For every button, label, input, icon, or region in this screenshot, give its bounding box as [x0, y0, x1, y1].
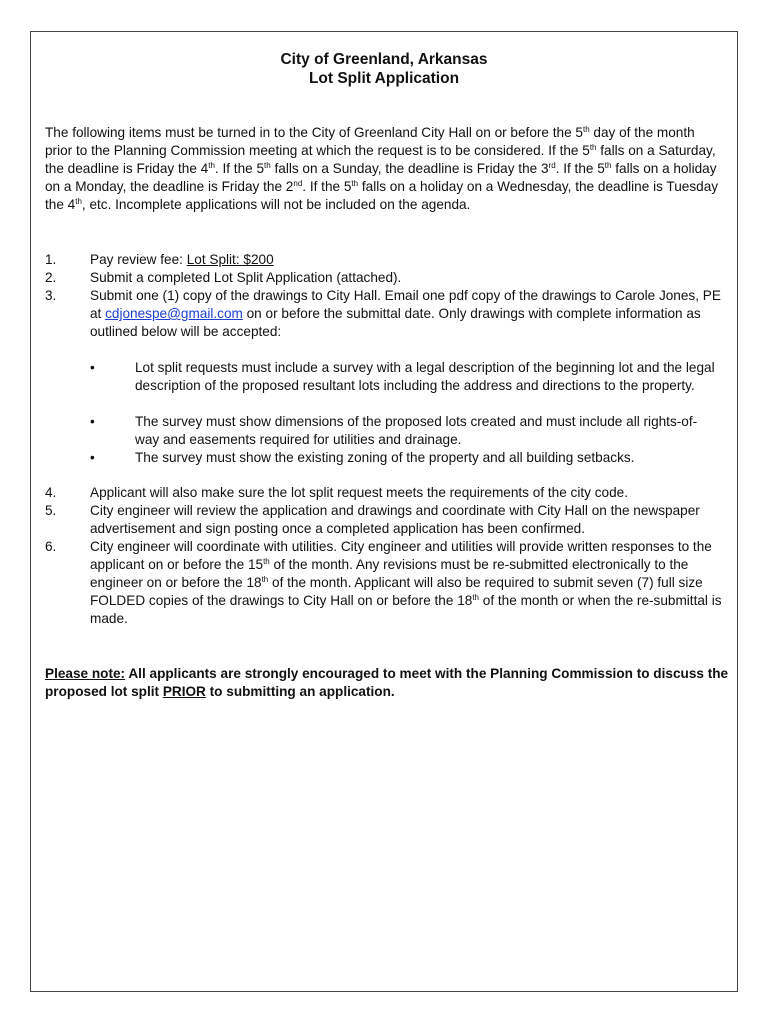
email-link[interactable]: cdjonespe@gmail.com — [105, 306, 243, 321]
list-item-4: 4. Applicant will also make sure the lot split request meets the requirements of the city code. — [45, 485, 628, 500]
page-title — [31, 50, 737, 88]
note-label: Please note: — [45, 666, 126, 681]
prior-emphasis: PRIOR — [162, 684, 206, 699]
title-line-city: City of Greenland, Arkansas — [280, 51, 488, 68]
bullet-icon: • — [90, 450, 95, 465]
bullet-icon: • — [90, 360, 95, 375]
bullet-icon: • — [90, 414, 95, 429]
review-fee: Lot Split: $200 — [186, 252, 274, 267]
document-page — [30, 31, 738, 992]
list-item-1: 1. Pay review fee: Lot Split: $200 — [45, 252, 274, 267]
bullet-item-1: • Lot split requests must include a survey with a legal description of the beginning lot and the legal description of the proposed resultant lots including the address and directions to the property. — [90, 360, 715, 393]
list-item-5: 5. City engineer will review the application and drawings and coordinate with City Hall on the newspaper advertisement and sign posting once a completed application has been confirmed. — [45, 503, 700, 536]
bullet-item-2: • The survey must show dimensions of the proposed lots created and must include all rights-of-way and easements required for utilities and drainage. — [90, 414, 698, 447]
intro-paragraph: The following items must be turned in to the City of Greenland City Hall on or before the 5th day of the month prior to the Planning Commission meeting at which the request is to be considered. If the 5th falls on a Saturday, the deadline is Friday the 4th. If the 5th falls on a Sunday, the deadline is Friday the 3rd. If the 5th falls on a holiday on a Monday, the deadline is Friday the 2nd. If the 5th falls on a holiday on a Wednesday, the deadline is Tuesday the 4th, etc. Incomplete applications will not be included on the agenda. — [45, 125, 719, 212]
please-note: Please note: All applicants are strongly encouraged to meet with the Planning Commission to discuss the proposed lot split PRIOR to submitting an application. — [45, 666, 729, 699]
bullet-item-3: • The survey must show the existing zoning of the property and all building setbacks. — [90, 450, 635, 465]
list-item-6: 6. City engineer will coordinate with utilities. City engineer and utilities will provide written responses to the applicant on or before the 15th of the month. Any revisions must be re-submitted electronically to the engineer on or before the 18th of the month. Applicant will also be required to submit seven (7) full size FOLDED copies of the drawings to City Hall on or before the 18th of the month or when the re-submittal is made. — [45, 539, 722, 626]
list-item-2: 2. Submit a completed Lot Split Application (attached). — [45, 270, 402, 285]
title-line-application: Lot Split Application — [308, 70, 460, 87]
list-item-3: 3. Submit one (1) copy of the drawings to City Hall. Email one pdf copy of the drawings to Carole Jones, PE at cdjonespe@gmail.com on or before the submittal date. Only drawings with complete information as outlined below will be accepted: — [45, 288, 721, 339]
